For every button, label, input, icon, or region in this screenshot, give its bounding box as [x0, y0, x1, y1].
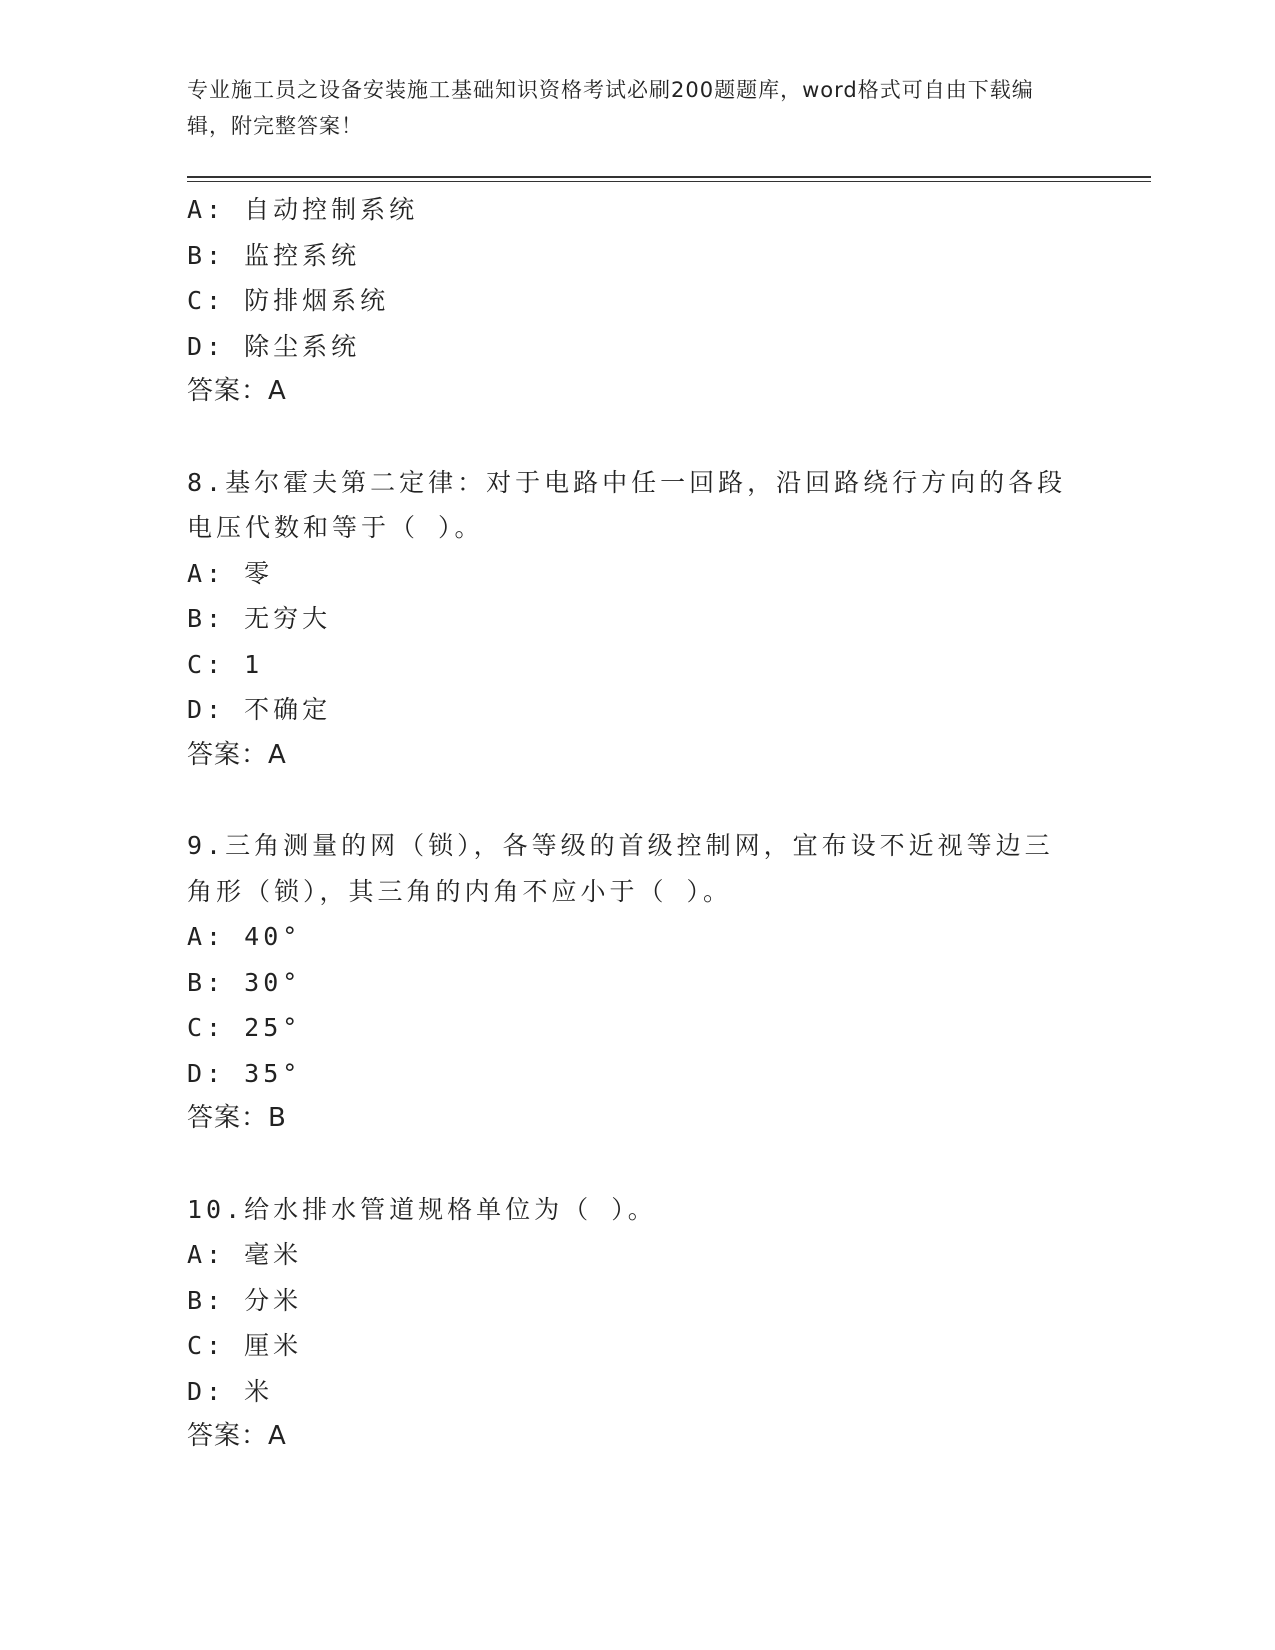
question-gap: [187, 1142, 1067, 1187]
question-text: 10.给水排水管道规格单位为（ ）。: [187, 1194, 657, 1224]
option-d: D: 米: [187, 1376, 274, 1406]
question-gap: [187, 415, 1067, 460]
question-10: [187, 1187, 1067, 1460]
option-c: C: 1: [187, 649, 264, 679]
answer-line: 答案：A: [187, 739, 287, 770]
question-8: [187, 460, 1067, 779]
question-gap: [187, 778, 1067, 823]
option-d: D: 不确定: [187, 695, 332, 724]
option-b: B: 分米: [187, 1285, 303, 1315]
question-text: 9.三角测量的网（锁），各等级的首级控制网，宜布设不近视等边三角形（锁），其三角的内角不应小于（ ）。: [187, 831, 1054, 906]
document-header: 专业施工员之设备安装施工基础知识资格考试必刷200题题库，word格式可自由下载编辑，附完整答案！: [187, 78, 1034, 138]
option-a: A: 毫米: [187, 1240, 303, 1269]
option-c: C: 厘米: [187, 1331, 303, 1360]
answer-line: 答案：B: [187, 1103, 287, 1133]
option-b: B: 无穷大: [187, 604, 332, 633]
option-b: B: 30°: [187, 967, 302, 997]
option-c: C: 防排烟系统: [187, 286, 390, 315]
option-b: B: 监控系统: [187, 240, 361, 270]
question-7: [187, 187, 1067, 415]
question-text: 8.基尔霍夫第二定律：对于电路中任一回路，沿回路绕行方向的各段电压代数和等于（ ）。: [187, 467, 1067, 542]
question-9: [187, 823, 1067, 1142]
option-d: D: 除尘系统: [187, 331, 361, 361]
option-a: A: 零: [187, 558, 274, 588]
answer-line: 答案：A: [187, 376, 287, 406]
option-d: D: 35°: [187, 1058, 302, 1088]
answer-line: 答案：A: [187, 1421, 287, 1451]
header-divider-thick: [187, 176, 1151, 178]
option-a: A: 自动控制系统: [187, 195, 419, 224]
option-c: C: 25°: [187, 1013, 302, 1042]
question-list: [187, 187, 1067, 1460]
header-divider-thin: [187, 181, 1151, 182]
option-a: A: 40°: [187, 922, 302, 951]
